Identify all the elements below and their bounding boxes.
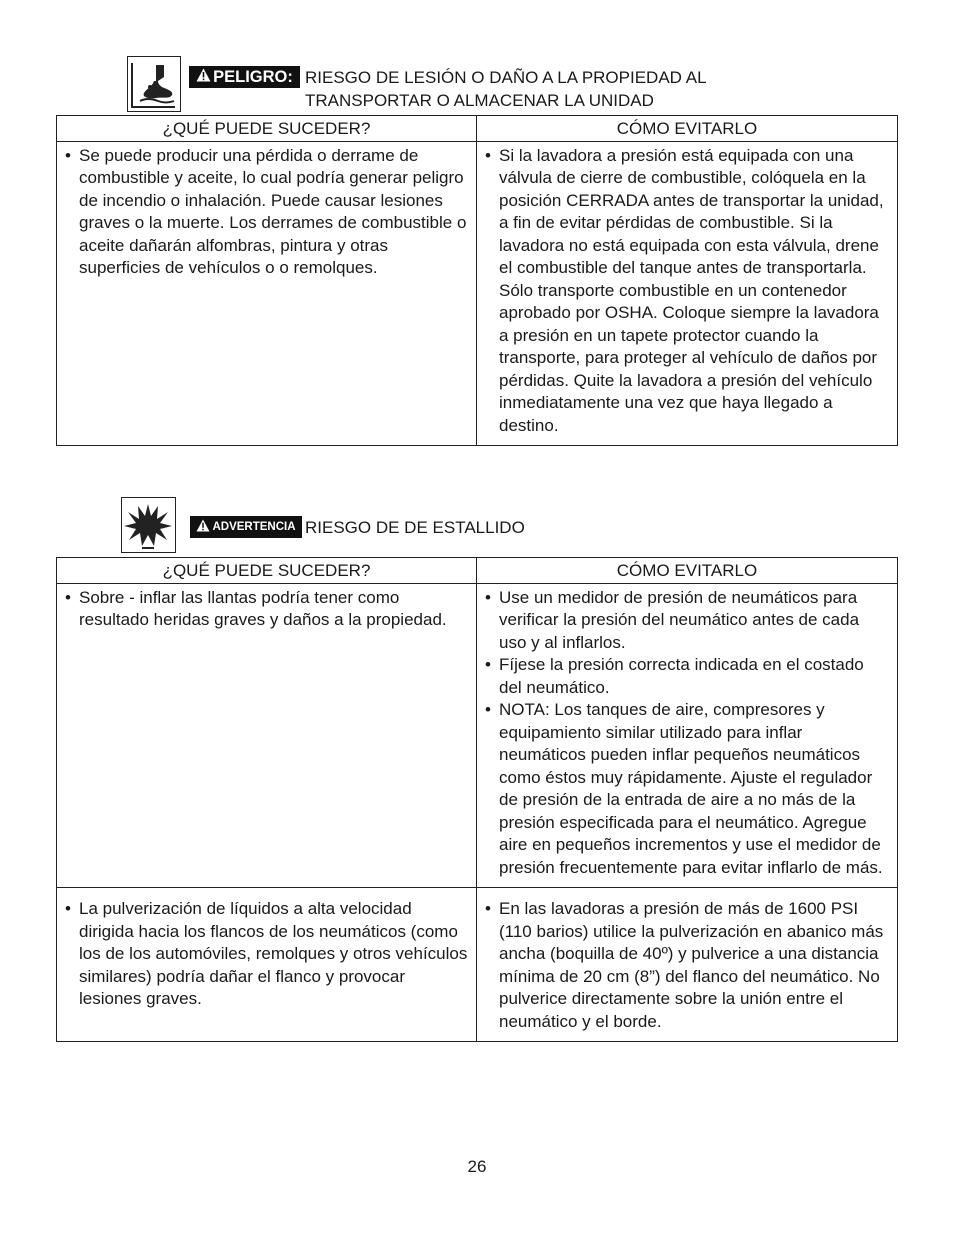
hazard-title: [305, 66, 707, 112]
warning-triangle-icon: [196, 519, 210, 535]
list-item: • Se puede producir una pérdida o derrame de combustible y aceite, lo cual podría generar peligro de incendio o inhalación. Puede causar lesiones graves o la muerte. Los derrames de combustible o aceite dañarán alfombras, pintura y otras superficies de vehículos o o remolques.: [63, 145, 470, 280]
danger-signal-label: [189, 66, 300, 88]
list-item: • NOTA: Los tanques de aire, compresores y equipamiento similar utilizado para inflar neumáticos pueden inflar pequeños neumáticos como éstos muy rápidamente. Ajuste el regulador de presión de la entrada de aire a no más de la presión especificada para el neumático. Agregue aire en pequeños incrementos y use el medidor de presión frecuentemente para evitar inflarlo de más.: [483, 699, 891, 879]
what-cell: [57, 888, 477, 1042]
column-header-what: ¿QUÉ PUEDE SUCEDER?: [57, 558, 477, 584]
warning-signal-label: [190, 516, 302, 538]
list-item: • Fíjese la presión correcta indicada en el costado del neumático.: [483, 654, 891, 699]
list-item: • Sobre - inflar las llantas podría tener como resultado heridas graves y daños a la propiedad.: [63, 587, 470, 632]
table-row: [57, 583, 898, 888]
how-cell: [477, 141, 898, 446]
what-cell: [57, 583, 477, 888]
list-item: • En las lavadoras a presión de más de 1600 PSI (110 barios) utilice la pulverización en abanico más ancha (boquilla de 40º) y pulverice a una distancia mínima de 20 cm (8”) del flanco del neumático. No pulverice directamente sobre la unión entre el neumático y el borde.: [483, 898, 891, 1033]
explosion-icon: [121, 497, 176, 553]
list-item: • Si la lavadora a presión está equipada con una válvula de cierre de combustible, colóquela en la posición CERRADA antes de transportar la unidad, a fin de evitar pérdidas de combustible. Si la lavadora no está equipada con esta válvula, drene el combustible del tanque antes de transportarla. Sólo transporte combustible en un contenedor aprobado por OSHA. Coloque siempre la lavadora a presión en un tapete protector cuando la transporte, para proteger al vehículo de daños por pérdidas. Quite la lavadora a presión del vehículo inmediatamente una vez que haya llegado a destino.: [483, 145, 891, 438]
list-item: • La pulverización de líquidos a alta velocidad dirigida hacia los flancos de los neumáticos (como los de los automóviles, remolques y otros vehículos similares) podría dañar el flanco y provocar lesiones graves.: [63, 898, 470, 1011]
hazard-table: [56, 115, 898, 446]
column-header-how: CÓMO EVITARLO: [477, 558, 898, 584]
signal-word: ADVERTENCIA: [212, 521, 296, 533]
how-cell: [477, 888, 898, 1042]
what-cell: [57, 141, 477, 446]
column-header-what: ¿QUÉ PUEDE SUCEDER?: [57, 116, 477, 142]
hazard-table: [56, 557, 898, 1042]
table-row: [57, 888, 898, 1042]
fuel-spill-icon: [127, 56, 181, 112]
column-header-how: CÓMO EVITARLO: [477, 116, 898, 142]
table-row: [57, 141, 898, 446]
hazard-title-line: RIESGO DE DE ESTALLIDO: [305, 518, 525, 537]
hazard-title-line: RIESGO DE LESIÓN O DAÑO A LA PROPIEDAD AL: [305, 68, 707, 87]
how-cell: [477, 583, 898, 888]
signal-word: PELIGRO:: [213, 67, 293, 86]
list-item: • Use un medidor de presión de neumáticos para verificar la presión del neumático antes de cada uso y al inflarlos.: [483, 587, 891, 655]
hazard-title: [305, 516, 525, 539]
warning-triangle-icon: [196, 68, 211, 87]
hazard-title-line: TRANSPORTAR O ALMACENAR LA UNIDAD: [305, 91, 654, 110]
page-number: 26: [467, 1157, 487, 1176]
